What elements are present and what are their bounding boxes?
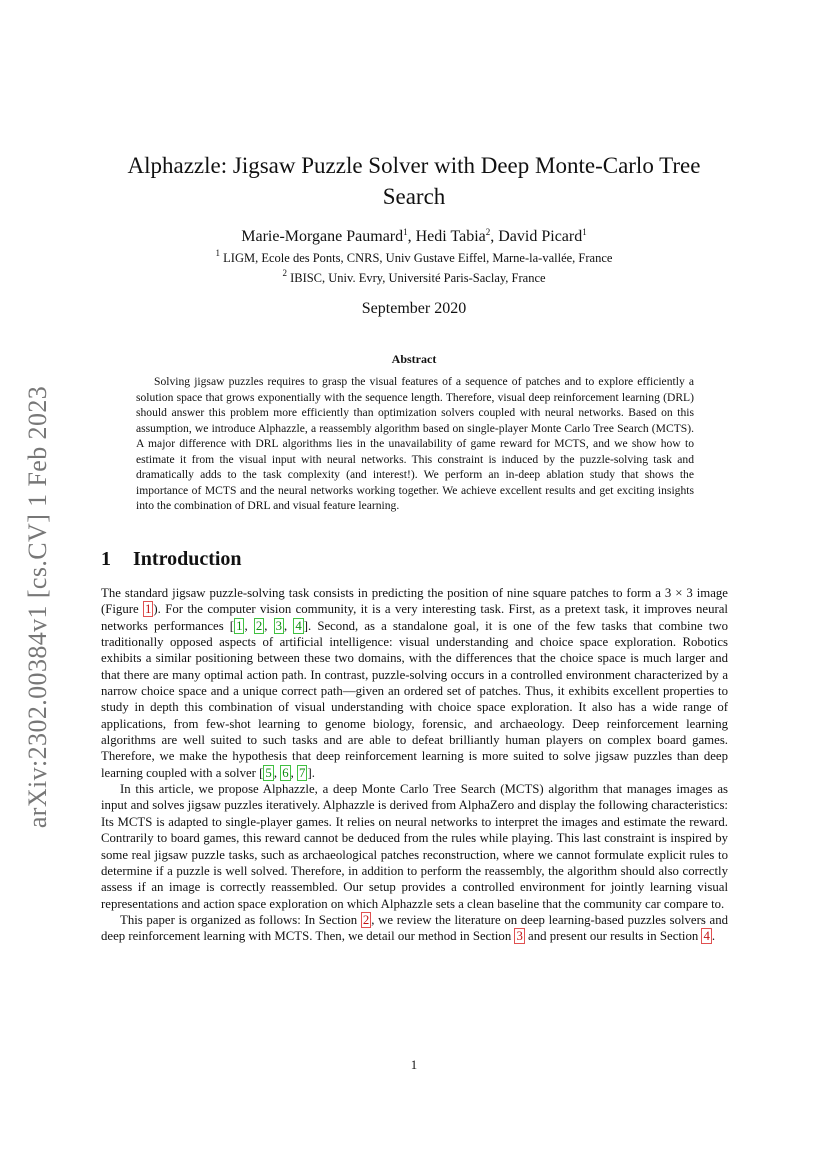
section-number: 1 (101, 548, 111, 570)
text-run: ]. (307, 765, 315, 780)
section-link[interactable]: 4 (703, 929, 710, 944)
author-name: David Picard (498, 228, 583, 245)
affiliation-marker: 2 (485, 227, 491, 237)
text-run: , (290, 765, 298, 780)
author-separator: , (490, 228, 499, 245)
arxiv-identifier-stamp (20, 372, 56, 842)
citation-link[interactable]: 6 (282, 765, 289, 780)
text-run: , (244, 618, 254, 633)
citation-link[interactable]: 4 (295, 618, 302, 633)
figure-link[interactable]: 1 (145, 602, 152, 617)
affiliation-2 (100, 268, 728, 286)
affiliation-text: LIGM, Ecole des Ponts, CNRS, Univ Gustave Eiffel, Marne-la-vallée, France (223, 251, 613, 265)
text-run: This paper is organized as follows: In Section (120, 912, 361, 927)
abstract-text: Solving jigsaw puzzles requires to grasp the visual features of a sequence of patches and to explore efficiently a solution space that grows exponentially with the sequence length. Therefore, visual deep reinforcement learning (DRL) should answer this problem more efficiently than optimization solvers coupled with neural networks. Based on this assumption, we introduce Alphazzle, a reassembly algorithm based on single-player Monte Carlo Tree Search (MCTS). A major difference with DRL algorithms lies in the unavailability of game reward for MCTS, and we show how to estimate it from the visual input with neural networks. This constraint is induced by the puzzle-solving task and dramatically adds to the task complexity (and interest!). We perform an in-deep ablation study that shows the importance of MCTS and the neural networks working together. We achieve excellent results and get exciting insights into the combination of DRL and visual feature learning. (136, 375, 694, 512)
page-number: 1 (410, 1058, 418, 1072)
author-separator: , (407, 228, 416, 245)
affiliation-marker: 2 (282, 268, 287, 278)
introduction-body (101, 585, 728, 945)
intro-paragraph-3 (101, 912, 728, 945)
text-run: ]. Second, as a standalone goal, it is one of the few tasks that combine two traditionally opposed aspects of artificial intelligence: visual understanding and choice space exploration. Robotics exhibits a similar positioning between these two domains, with the differences that the choice space is much larger and that there are many optimal action path. In contrast, puzzle-solving occurs in a controlled environment characterized by a narrow choice space and a unique correct path—given an ordered set of patches. Thus, it exhibits excellent properties to study in depth this combination of visual understanding with choice space exploration. It also has a wide range of applications, from few-shot learning to genome biology, forensic, and archaeology. Deep reinforcement learning algorithms are well suited to such tasks and are able to defeat brilliantly human players on complex board games. Therefore, we make the hypothesis that deep reinforcement learning is more suited to solve jigsaw puzzles than deep learning coupled with a solver [ (101, 618, 728, 780)
author-name: Hedi Tabia (415, 228, 486, 245)
citation-link[interactable]: 1 (236, 618, 243, 633)
publication-date: September 2020 (361, 300, 467, 317)
author-list (100, 228, 728, 246)
citation-link[interactable]: 5 (265, 765, 272, 780)
text-run: . (711, 929, 716, 944)
text-run: , (273, 765, 281, 780)
section-heading-introduction (101, 548, 729, 571)
affiliation-1 (100, 248, 728, 266)
arxiv-stamp-text: arXiv:2302.00384v1 [cs.CV] 1 Feb 2023 (23, 385, 53, 829)
affiliation-text: IBISC, Univ. Evry, Université Paris-Saclay, France (290, 271, 546, 285)
citation-link[interactable]: 3 (275, 618, 282, 633)
affiliation-marker: 1 (582, 227, 587, 237)
affiliation-marker: 1 (403, 227, 408, 237)
citation-link[interactable]: 7 (299, 765, 306, 780)
text-run: , (283, 618, 294, 633)
section-title: Introduction (133, 548, 242, 570)
abstract-heading: Abstract (391, 352, 437, 366)
text-run: The standard jigsaw puzzle-solving task consists in predicting the position of nine square patches to form a 3 × 3 image (Figure (101, 586, 728, 617)
intro-paragraph-2: In this article, we propose Alphazzle, a deep Monte Carlo Tree Search (MCTS) algorithm that manages images as input and solves jigsaw puzzles iteratively. Alphazzle is derived from AlphaZero and display the following characteristics: Its MCTS is adapted to single-player games. It relies on neural networks to interpret the images and estimate the reward. Contrarily to board games, this reward cannot be deduced from the rules while playing. This last constraint is inspired by some real jigsaw puzzle tasks, such as archaeological patches reconstruction, where we cannot formulate explicit rules to determine if a puzzle is well solved. Therefore, in addition to perform the reassembly, the algorithm should also correctly assess if an image is correctly reassembled. Our setup provides a controlled environment for jointly learning visual representations and action space exploration on which Alphazzle sets a clean baseline that the community car compare to. (101, 782, 728, 911)
section-link[interactable]: 3 (516, 929, 523, 944)
citation-link[interactable]: 2 (255, 618, 263, 633)
section-link[interactable]: 2 (362, 912, 370, 927)
paper-title: Alphazzle: Jigsaw Puzzle Solver with Deep Monte-Carlo Tree Search (127, 153, 701, 209)
author-name: Marie-Morgane Paumard (241, 228, 404, 245)
text-run: , (264, 618, 274, 633)
text-run: and present our results in Section (524, 929, 702, 944)
affiliation-marker: 1 (215, 248, 221, 258)
intro-paragraph-1 (101, 585, 728, 781)
text-run: , we review the literature on deep learning-based puzzles solvers and deep reinforcement learning with MCTS. Then, we detail our method in Section (101, 912, 728, 944)
text-run: ). For the computer vision community, it is a very interesting task. First, as a pretext task, it improves neural networks performances [ (101, 602, 728, 633)
